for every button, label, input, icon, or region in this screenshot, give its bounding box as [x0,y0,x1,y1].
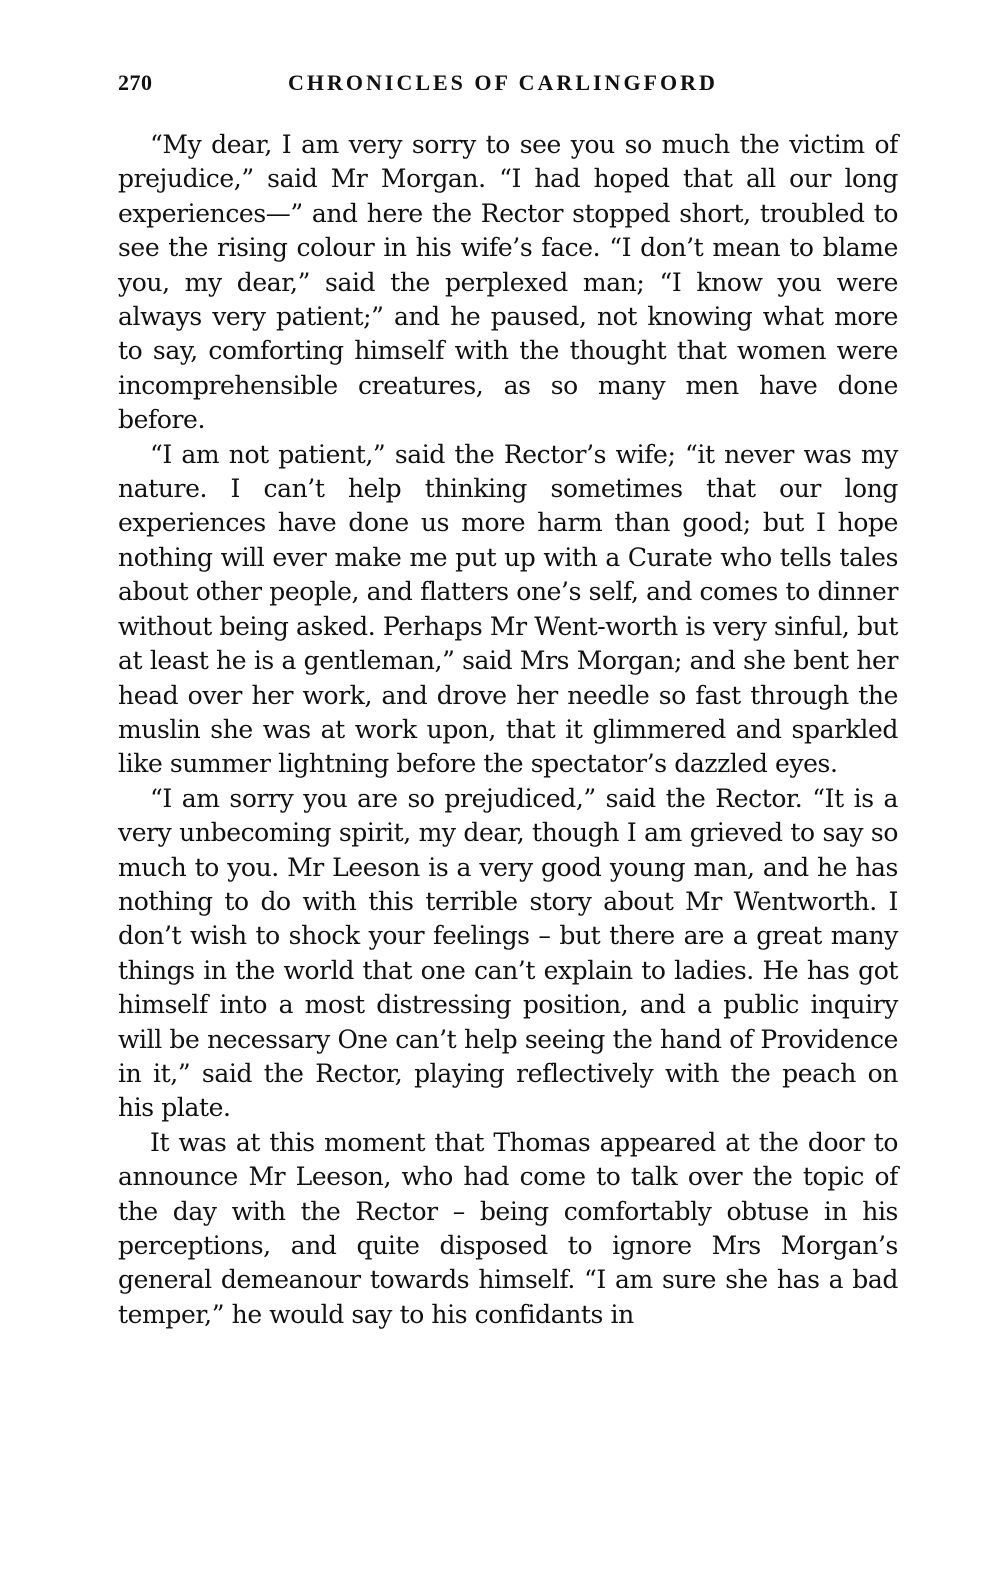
paragraph: “I am sorry you are so prejudiced,” said the Rector. “It is a very unbecoming spirit, my dear, though I am grieved to say so much to you. Mr Leeson is a very good young man, and he has nothing to do with this terrible story about Mr Wentworth. I don’t wish to shock your feelings – but there are a great many things in the world that one can’t explain to ladies. He has got himself into a most distressing position, and a public inquiry will be necessary One can’t help seeing the hand of Providence in it,” said the Rector, playing reflectively with the peach on his plate. [118,783,898,1123]
paragraph: “My dear, I am very sorry to see you so much the victim of prejudice,” said Mr Morgan. “I had hoped that all our long experiences—” and here the Rector stopped short, troubled to see the rising colour in his wife’s face. “I don’t mean to blame you, my dear,” said the perplexed man; “I know you were always very patient;” and he paused, not knowing what more to say, comforting himself with the thought that women were incomprehensible creatures, as so many men have done before. [118,130,898,435]
paragraph: “I am not patient,” said the Rector’s wife; “it never was my nature. I can’t help thinking sometimes that our long experiences have done us more harm than good; but I hope nothing will ever make me put up with a Curate who tells tales about other people, and flatters one’s self, and comes to dinner without being asked. Perhaps Mr Went-worth is very sinful, but at least he is a gentleman,” said Mrs Morgan; and she bent her head over her work, and drove her needle so fast through the muslin she was at work upon, that it glimmered and sparkled like summer lightning before the spectator’s dazzled eyes. [118,439,898,779]
paragraph: It was at this moment that Thomas appeared at the door to announce Mr Leeson, who had come to talk over the topic of the day with the Rector – being comfortably obtuse in his perceptions, and quite disposed to ignore Mrs Morgan’s general demeanour towards himself. “I am sure she has a bad temper,” he would say to his confidants in [118,1127,898,1329]
running-title: CHRONICLES OF CARLINGFORD [288,70,718,95]
body-text [118,128,898,1332]
running-head [118,70,898,104]
page-number: 270 [118,70,153,95]
